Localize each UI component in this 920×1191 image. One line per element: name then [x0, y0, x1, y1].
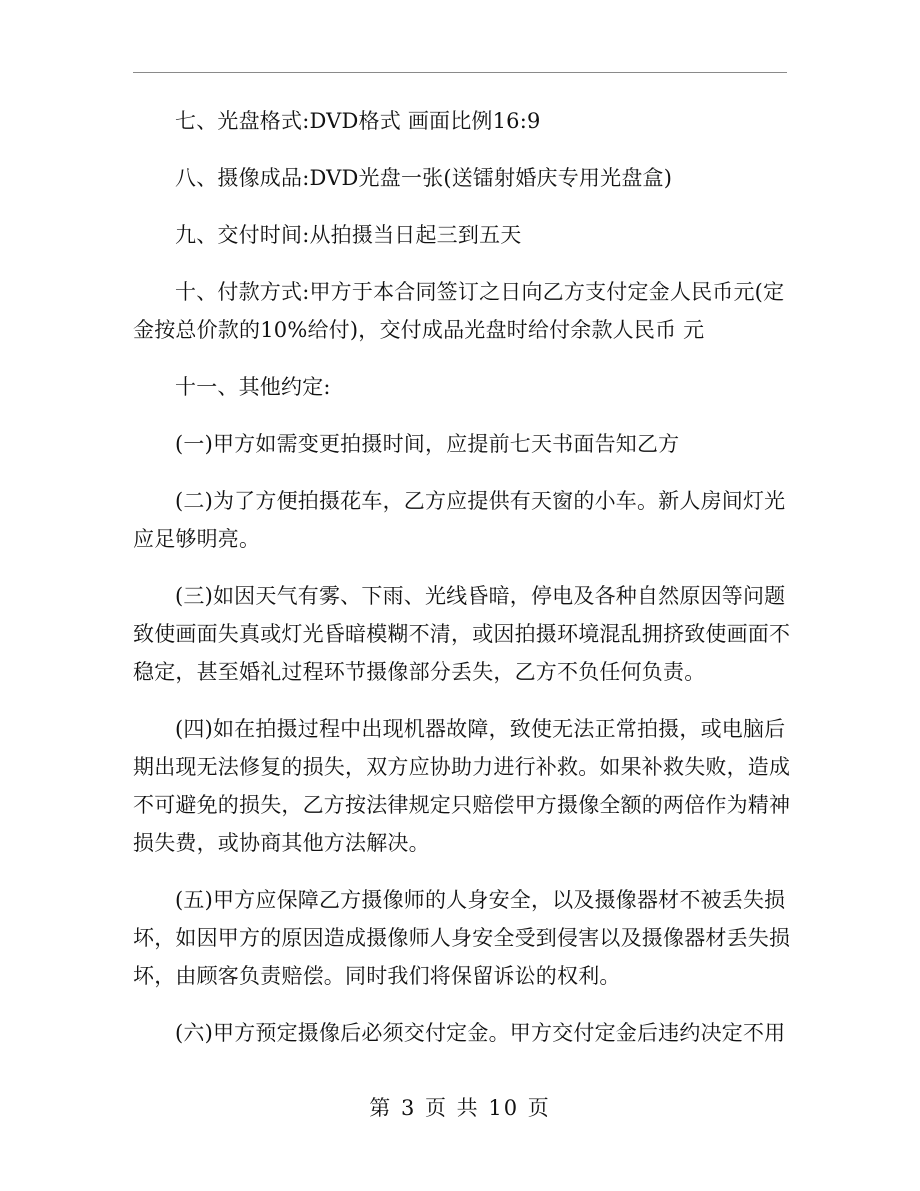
- paragraph-deliverable: 八、摄像成品:DVD光盘一张(送镭射婚庆专用光盘盒): [175, 166, 673, 190]
- paragraph-term-6: (六)甲方预定摄像后必须交付定金。甲方交付定金后违约决定不用: [175, 1021, 786, 1045]
- paragraph-delivery-time: 九、交付时间:从拍摄当日起三到五天: [175, 223, 522, 247]
- page-number-footer: 第 3 页 共 10 页: [369, 1096, 551, 1120]
- document-body: [133, 102, 793, 1071]
- paragraph-other-terms-heading: 十一、其他约定:: [175, 375, 331, 399]
- paragraph-term-1: (一)甲方如需变更拍摄时间，应提前七天书面告知乙方: [175, 432, 680, 456]
- paragraph-term-5: (五)甲方应保障乙方摄像师的人身安全，以及摄像器材不被丢失损坏，如因甲方的原因造成摄像师人身安全受到侵害以及摄像器材丢失损坏，由顾客负责赔偿。同时我们将保留诉讼的权利。: [133, 888, 791, 988]
- paragraph-disc-format: 七、光盘格式:DVD格式 画面比例16:9: [175, 109, 541, 133]
- header-rule: [133, 72, 787, 73]
- paragraph-term-2: (二)为了方便拍摄花车，乙方应提供有天窗的小车。新人房间灯光应足够明亮。: [133, 489, 786, 551]
- paragraph-term-4: (四)如在拍摄过程中出现机器故障，致使无法正常拍摄，或电脑后期出现无法修复的损失，双方应协助力进行补救。如果补救失败，造成不可避免的损失，乙方按法律规定只赔偿甲方摄像全额的两倍作为精神损失费，或协商其他方法解决。: [133, 717, 791, 855]
- paragraph-payment-method: 十、付款方式:甲方于本合同签订之日向乙方支付定金人民币元(定金按总价款的10%给付)，交付成品光盘时给付余款人民币 元: [133, 280, 785, 342]
- paragraph-term-3: (三)如因天气有雾、下雨、光线昏暗，停电及各种自然原因等问题致使画面失真或灯光昏暗模糊不清，或因拍摄环境混乱拥挤致使画面不稳定，甚至婚礼过程环节摄像部分丢失，乙方不负任何负责。: [133, 584, 791, 684]
